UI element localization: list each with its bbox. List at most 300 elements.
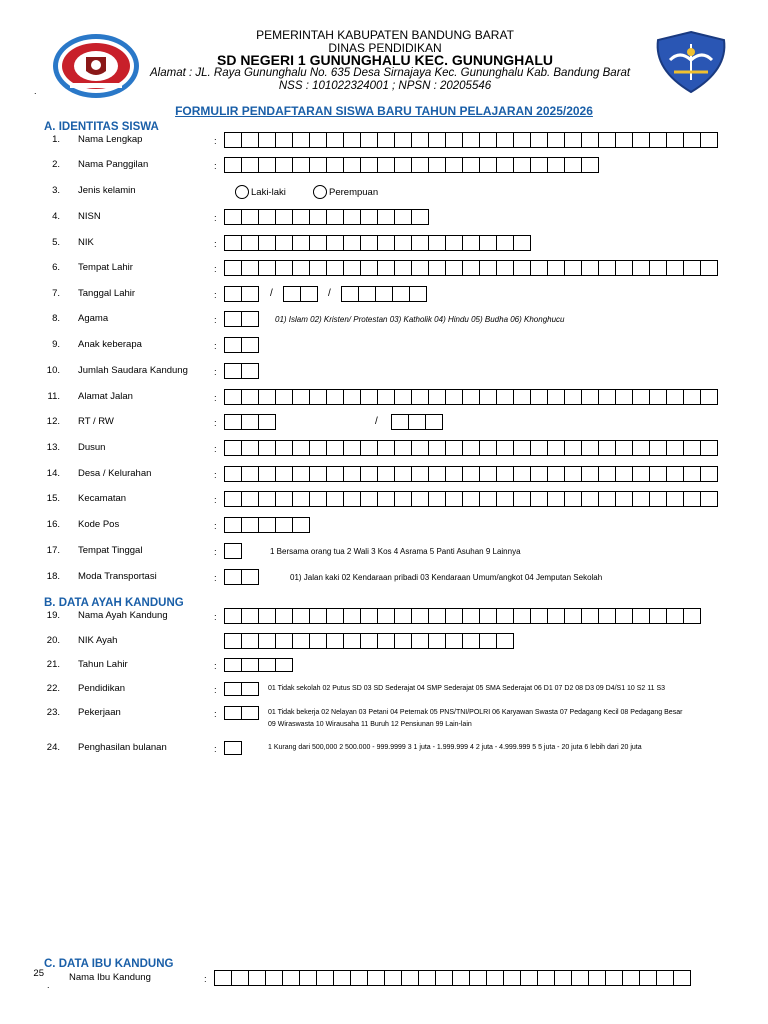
input-cell[interactable]	[632, 491, 650, 507]
input-cell[interactable]	[564, 466, 582, 482]
input-cell[interactable]	[241, 569, 259, 585]
input-cell[interactable]	[683, 491, 701, 507]
input-cell[interactable]	[300, 286, 318, 302]
input-cell[interactable]	[309, 235, 327, 251]
field-boxes[interactable]	[224, 682, 259, 696]
input-cell[interactable]	[326, 608, 344, 624]
input-cell[interactable]	[224, 414, 242, 430]
input-cell[interactable]	[224, 569, 242, 585]
input-cell[interactable]	[377, 608, 395, 624]
input-cell[interactable]	[326, 132, 344, 148]
input-cell[interactable]	[343, 633, 361, 649]
input-cell[interactable]	[258, 491, 276, 507]
input-cell[interactable]	[333, 970, 351, 986]
input-cell[interactable]	[428, 132, 446, 148]
input-cell[interactable]	[360, 209, 378, 225]
input-cell[interactable]	[377, 209, 395, 225]
input-cell[interactable]	[309, 466, 327, 482]
field-boxes[interactable]	[224, 363, 259, 379]
input-cell[interactable]	[224, 682, 242, 696]
input-cell[interactable]	[275, 235, 293, 251]
input-cell[interactable]	[292, 491, 310, 507]
input-cell[interactable]	[343, 491, 361, 507]
input-cell[interactable]	[224, 741, 242, 755]
input-cell[interactable]	[394, 440, 412, 456]
input-cell[interactable]	[445, 608, 463, 624]
input-cell[interactable]	[241, 414, 259, 430]
input-cell[interactable]	[530, 466, 548, 482]
input-cell[interactable]	[343, 608, 361, 624]
input-cell[interactable]	[700, 466, 718, 482]
input-cell[interactable]	[224, 608, 242, 624]
input-cell[interactable]	[411, 132, 429, 148]
input-cell[interactable]	[428, 491, 446, 507]
input-cell[interactable]	[581, 132, 599, 148]
input-cell[interactable]	[479, 608, 497, 624]
input-cell[interactable]	[683, 260, 701, 276]
input-cell[interactable]	[598, 260, 616, 276]
input-cell[interactable]	[224, 363, 242, 379]
input-cell[interactable]	[241, 440, 259, 456]
field-boxes[interactable]	[224, 466, 718, 482]
input-cell[interactable]	[632, 608, 650, 624]
input-cell[interactable]	[656, 970, 674, 986]
input-cell[interactable]	[513, 466, 531, 482]
input-cell[interactable]	[632, 466, 650, 482]
input-cell[interactable]	[547, 440, 565, 456]
input-cell[interactable]	[377, 132, 395, 148]
input-cell[interactable]	[649, 491, 667, 507]
input-cell[interactable]	[411, 608, 429, 624]
input-cell[interactable]	[632, 132, 650, 148]
input-cell[interactable]	[598, 608, 616, 624]
input-cell[interactable]	[411, 466, 429, 482]
input-cell[interactable]	[428, 157, 446, 173]
input-cell[interactable]	[224, 157, 242, 173]
input-cell[interactable]	[341, 286, 359, 302]
input-cell[interactable]	[326, 389, 344, 405]
input-cell[interactable]	[581, 608, 599, 624]
input-cell[interactable]	[683, 466, 701, 482]
input-cell[interactable]	[292, 466, 310, 482]
input-cell[interactable]	[241, 363, 259, 379]
input-cell[interactable]	[479, 389, 497, 405]
input-cell[interactable]	[231, 970, 249, 986]
input-cell[interactable]	[513, 132, 531, 148]
input-cell[interactable]	[615, 260, 633, 276]
input-cell[interactable]	[350, 970, 368, 986]
input-cell[interactable]	[445, 132, 463, 148]
input-cell[interactable]	[435, 970, 453, 986]
input-cell[interactable]	[632, 260, 650, 276]
field-boxes[interactable]	[214, 970, 691, 986]
rt-boxes[interactable]	[224, 414, 276, 430]
input-cell[interactable]	[649, 389, 667, 405]
input-cell[interactable]	[258, 633, 276, 649]
input-cell[interactable]	[411, 440, 429, 456]
input-cell[interactable]	[360, 157, 378, 173]
field-boxes[interactable]	[224, 132, 718, 148]
input-cell[interactable]	[666, 491, 684, 507]
input-cell[interactable]	[241, 235, 259, 251]
input-cell[interactable]	[377, 260, 395, 276]
input-cell[interactable]	[462, 633, 480, 649]
input-cell[interactable]	[375, 286, 393, 302]
input-cell[interactable]	[275, 517, 293, 533]
input-cell[interactable]	[564, 389, 582, 405]
input-cell[interactable]	[452, 970, 470, 986]
input-cell[interactable]	[360, 633, 378, 649]
input-cell[interactable]	[241, 132, 259, 148]
input-cell[interactable]	[700, 491, 718, 507]
input-cell[interactable]	[292, 209, 310, 225]
input-cell[interactable]	[394, 491, 412, 507]
input-cell[interactable]	[394, 389, 412, 405]
input-cell[interactable]	[275, 658, 293, 672]
input-cell[interactable]	[462, 440, 480, 456]
input-cell[interactable]	[377, 466, 395, 482]
input-cell[interactable]	[530, 440, 548, 456]
input-cell[interactable]	[360, 491, 378, 507]
input-cell[interactable]	[462, 608, 480, 624]
input-cell[interactable]	[615, 132, 633, 148]
input-cell[interactable]	[479, 260, 497, 276]
input-cell[interactable]	[326, 440, 344, 456]
input-cell[interactable]	[683, 608, 701, 624]
input-cell[interactable]	[224, 633, 242, 649]
input-cell[interactable]	[391, 414, 409, 430]
input-cell[interactable]	[275, 608, 293, 624]
input-cell[interactable]	[224, 440, 242, 456]
input-cell[interactable]	[462, 389, 480, 405]
input-cell[interactable]	[258, 209, 276, 225]
input-cell[interactable]	[292, 440, 310, 456]
gender-male-radio[interactable]: Laki-laki	[235, 185, 286, 199]
field-boxes[interactable]	[224, 157, 599, 173]
input-cell[interactable]	[666, 466, 684, 482]
input-cell[interactable]	[275, 260, 293, 276]
field-boxes[interactable]	[224, 311, 259, 327]
input-cell[interactable]	[275, 389, 293, 405]
input-cell[interactable]	[496, 491, 514, 507]
input-cell[interactable]	[496, 440, 514, 456]
input-cell[interactable]	[343, 209, 361, 225]
date-year-boxes[interactable]	[341, 286, 427, 302]
input-cell[interactable]	[649, 608, 667, 624]
input-cell[interactable]	[394, 157, 412, 173]
input-cell[interactable]	[486, 970, 504, 986]
input-cell[interactable]	[377, 157, 395, 173]
input-cell[interactable]	[275, 440, 293, 456]
input-cell[interactable]	[581, 157, 599, 173]
input-cell[interactable]	[615, 466, 633, 482]
input-cell[interactable]	[700, 132, 718, 148]
input-cell[interactable]	[258, 517, 276, 533]
date-day-boxes[interactable]	[224, 286, 259, 302]
rw-boxes[interactable]	[391, 414, 443, 430]
field-boxes[interactable]	[224, 633, 514, 649]
input-cell[interactable]	[258, 466, 276, 482]
input-cell[interactable]	[581, 440, 599, 456]
input-cell[interactable]	[513, 235, 531, 251]
input-cell[interactable]	[547, 260, 565, 276]
input-cell[interactable]	[479, 466, 497, 482]
input-cell[interactable]	[479, 132, 497, 148]
input-cell[interactable]	[632, 389, 650, 405]
input-cell[interactable]	[547, 132, 565, 148]
input-cell[interactable]	[530, 608, 548, 624]
input-cell[interactable]	[418, 970, 436, 986]
input-cell[interactable]	[292, 235, 310, 251]
field-boxes[interactable]	[224, 608, 701, 624]
input-cell[interactable]	[479, 491, 497, 507]
input-cell[interactable]	[360, 466, 378, 482]
input-cell[interactable]	[360, 389, 378, 405]
input-cell[interactable]	[309, 157, 327, 173]
field-boxes[interactable]	[224, 260, 718, 276]
input-cell[interactable]	[428, 633, 446, 649]
input-cell[interactable]	[588, 970, 606, 986]
input-cell[interactable]	[343, 235, 361, 251]
input-cell[interactable]	[428, 235, 446, 251]
input-cell[interactable]	[224, 389, 242, 405]
input-cell[interactable]	[224, 543, 242, 559]
input-cell[interactable]	[598, 132, 616, 148]
input-cell[interactable]	[445, 440, 463, 456]
input-cell[interactable]	[598, 440, 616, 456]
input-cell[interactable]	[394, 260, 412, 276]
input-cell[interactable]	[479, 633, 497, 649]
input-cell[interactable]	[224, 337, 242, 353]
input-cell[interactable]	[394, 608, 412, 624]
field-boxes[interactable]	[224, 741, 242, 755]
input-cell[interactable]	[275, 157, 293, 173]
input-cell[interactable]	[496, 260, 514, 276]
input-cell[interactable]	[581, 260, 599, 276]
input-cell[interactable]	[224, 466, 242, 482]
input-cell[interactable]	[241, 706, 259, 720]
input-cell[interactable]	[615, 608, 633, 624]
input-cell[interactable]	[258, 414, 276, 430]
input-cell[interactable]	[241, 389, 259, 405]
input-cell[interactable]	[496, 633, 514, 649]
input-cell[interactable]	[615, 491, 633, 507]
input-cell[interactable]	[462, 466, 480, 482]
input-cell[interactable]	[343, 260, 361, 276]
input-cell[interactable]	[360, 440, 378, 456]
input-cell[interactable]	[392, 286, 410, 302]
input-cell[interactable]	[343, 440, 361, 456]
input-cell[interactable]	[377, 491, 395, 507]
input-cell[interactable]	[241, 682, 259, 696]
input-cell[interactable]	[241, 286, 259, 302]
input-cell[interactable]	[224, 132, 242, 148]
input-cell[interactable]	[700, 440, 718, 456]
input-cell[interactable]	[377, 235, 395, 251]
input-cell[interactable]	[326, 491, 344, 507]
input-cell[interactable]	[479, 440, 497, 456]
input-cell[interactable]	[241, 311, 259, 327]
input-cell[interactable]	[581, 389, 599, 405]
input-cell[interactable]	[292, 132, 310, 148]
input-cell[interactable]	[292, 633, 310, 649]
input-cell[interactable]	[377, 389, 395, 405]
input-cell[interactable]	[496, 235, 514, 251]
input-cell[interactable]	[479, 157, 497, 173]
input-cell[interactable]	[309, 260, 327, 276]
input-cell[interactable]	[445, 466, 463, 482]
input-cell[interactable]	[666, 608, 684, 624]
input-cell[interactable]	[700, 389, 718, 405]
input-cell[interactable]	[496, 157, 514, 173]
input-cell[interactable]	[428, 389, 446, 405]
input-cell[interactable]	[411, 235, 429, 251]
input-cell[interactable]	[326, 633, 344, 649]
input-cell[interactable]	[411, 491, 429, 507]
input-cell[interactable]	[547, 608, 565, 624]
input-cell[interactable]	[326, 209, 344, 225]
input-cell[interactable]	[241, 337, 259, 353]
input-cell[interactable]	[292, 157, 310, 173]
input-cell[interactable]	[666, 132, 684, 148]
input-cell[interactable]	[241, 157, 259, 173]
input-cell[interactable]	[547, 389, 565, 405]
input-cell[interactable]	[683, 132, 701, 148]
input-cell[interactable]	[309, 633, 327, 649]
input-cell[interactable]	[530, 491, 548, 507]
input-cell[interactable]	[639, 970, 657, 986]
input-cell[interactable]	[224, 706, 242, 720]
input-cell[interactable]	[384, 970, 402, 986]
input-cell[interactable]	[367, 970, 385, 986]
input-cell[interactable]	[241, 633, 259, 649]
input-cell[interactable]	[282, 970, 300, 986]
input-cell[interactable]	[292, 260, 310, 276]
input-cell[interactable]	[571, 970, 589, 986]
input-cell[interactable]	[513, 440, 531, 456]
input-cell[interactable]	[445, 389, 463, 405]
input-cell[interactable]	[241, 658, 259, 672]
input-cell[interactable]	[462, 491, 480, 507]
input-cell[interactable]	[241, 517, 259, 533]
input-cell[interactable]	[360, 608, 378, 624]
input-cell[interactable]	[445, 633, 463, 649]
field-boxes[interactable]	[224, 209, 429, 225]
input-cell[interactable]	[224, 517, 242, 533]
input-cell[interactable]	[428, 440, 446, 456]
input-cell[interactable]	[564, 132, 582, 148]
input-cell[interactable]	[411, 633, 429, 649]
input-cell[interactable]	[411, 260, 429, 276]
input-cell[interactable]	[377, 633, 395, 649]
field-boxes[interactable]	[224, 440, 718, 456]
input-cell[interactable]	[224, 235, 242, 251]
input-cell[interactable]	[496, 389, 514, 405]
input-cell[interactable]	[360, 132, 378, 148]
input-cell[interactable]	[309, 132, 327, 148]
input-cell[interactable]	[394, 132, 412, 148]
input-cell[interactable]	[275, 491, 293, 507]
field-boxes[interactable]	[224, 235, 531, 251]
date-month-boxes[interactable]	[283, 286, 318, 302]
input-cell[interactable]	[358, 286, 376, 302]
input-cell[interactable]	[513, 491, 531, 507]
input-cell[interactable]	[513, 157, 531, 173]
input-cell[interactable]	[411, 209, 429, 225]
input-cell[interactable]	[564, 260, 582, 276]
input-cell[interactable]	[537, 970, 555, 986]
input-cell[interactable]	[513, 389, 531, 405]
input-cell[interactable]	[605, 970, 623, 986]
input-cell[interactable]	[343, 132, 361, 148]
input-cell[interactable]	[241, 260, 259, 276]
input-cell[interactable]	[462, 132, 480, 148]
input-cell[interactable]	[530, 132, 548, 148]
input-cell[interactable]	[275, 633, 293, 649]
input-cell[interactable]	[343, 466, 361, 482]
input-cell[interactable]	[275, 209, 293, 225]
input-cell[interactable]	[700, 260, 718, 276]
field-boxes[interactable]	[224, 491, 718, 507]
input-cell[interactable]	[292, 608, 310, 624]
input-cell[interactable]	[411, 389, 429, 405]
input-cell[interactable]	[343, 157, 361, 173]
input-cell[interactable]	[564, 157, 582, 173]
field-boxes[interactable]	[224, 389, 718, 405]
input-cell[interactable]	[326, 260, 344, 276]
input-cell[interactable]	[309, 209, 327, 225]
input-cell[interactable]	[513, 608, 531, 624]
input-cell[interactable]	[496, 466, 514, 482]
input-cell[interactable]	[462, 235, 480, 251]
input-cell[interactable]	[326, 157, 344, 173]
input-cell[interactable]	[316, 970, 334, 986]
input-cell[interactable]	[309, 491, 327, 507]
input-cell[interactable]	[547, 157, 565, 173]
input-cell[interactable]	[292, 517, 310, 533]
field-boxes[interactable]	[224, 569, 259, 585]
input-cell[interactable]	[496, 608, 514, 624]
input-cell[interactable]	[445, 235, 463, 251]
input-cell[interactable]	[479, 235, 497, 251]
input-cell[interactable]	[258, 658, 276, 672]
input-cell[interactable]	[445, 491, 463, 507]
input-cell[interactable]	[224, 209, 242, 225]
input-cell[interactable]	[496, 132, 514, 148]
input-cell[interactable]	[445, 260, 463, 276]
input-cell[interactable]	[275, 132, 293, 148]
input-cell[interactable]	[530, 157, 548, 173]
input-cell[interactable]	[615, 389, 633, 405]
input-cell[interactable]	[224, 311, 242, 327]
input-cell[interactable]	[275, 466, 293, 482]
input-cell[interactable]	[248, 970, 266, 986]
input-cell[interactable]	[683, 440, 701, 456]
input-cell[interactable]	[649, 260, 667, 276]
input-cell[interactable]	[649, 132, 667, 148]
input-cell[interactable]	[326, 466, 344, 482]
input-cell[interactable]	[513, 260, 531, 276]
input-cell[interactable]	[299, 970, 317, 986]
input-cell[interactable]	[615, 440, 633, 456]
input-cell[interactable]	[503, 970, 521, 986]
input-cell[interactable]	[666, 440, 684, 456]
input-cell[interactable]	[309, 389, 327, 405]
input-cell[interactable]	[258, 440, 276, 456]
input-cell[interactable]	[564, 440, 582, 456]
input-cell[interactable]	[462, 260, 480, 276]
input-cell[interactable]	[683, 389, 701, 405]
